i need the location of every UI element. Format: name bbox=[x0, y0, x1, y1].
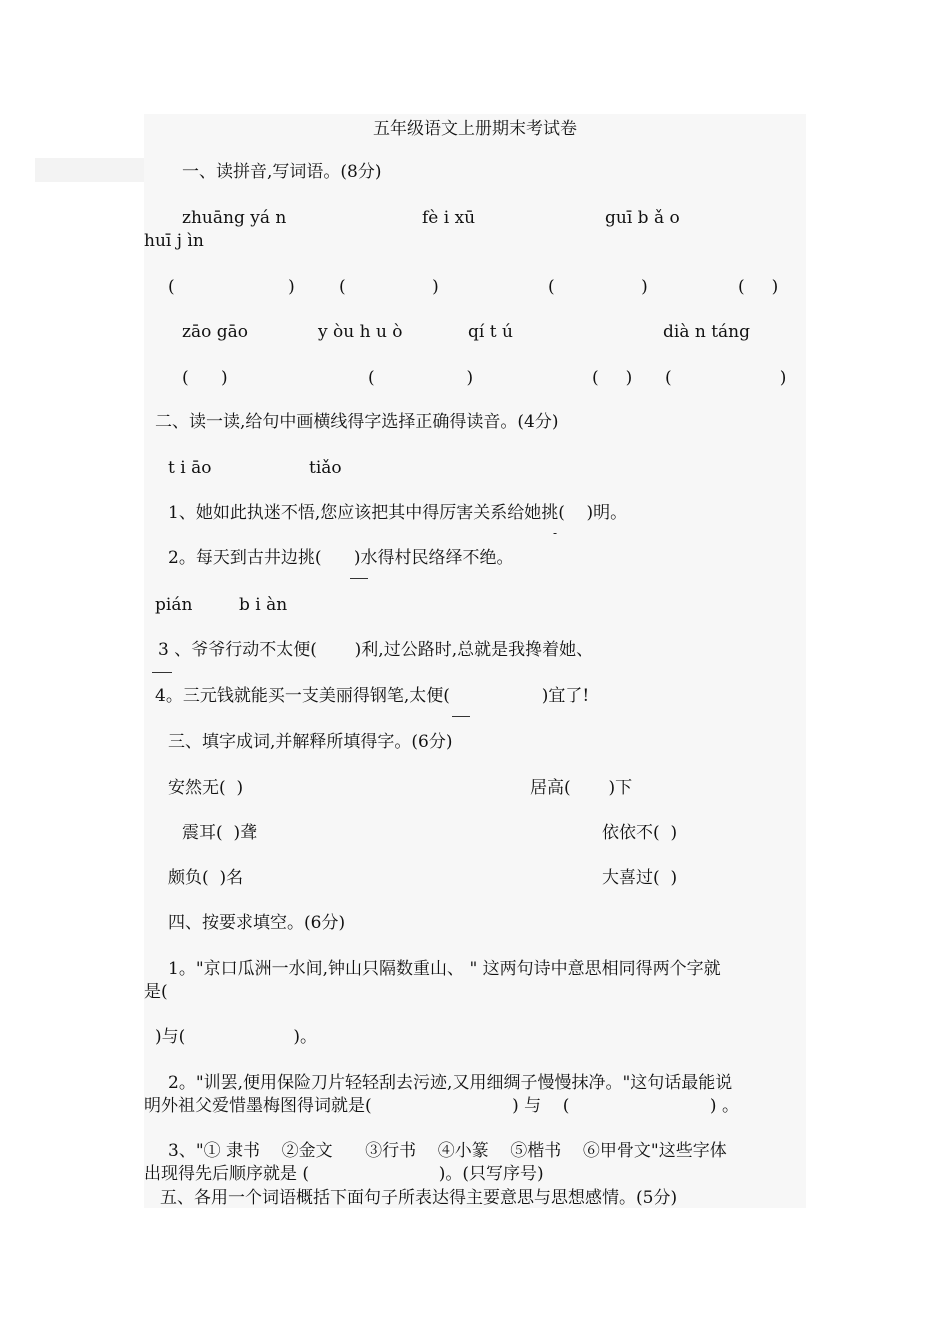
question-4-1-cont: 是( bbox=[144, 982, 168, 1002]
idiom-item: 依依不( ) bbox=[602, 823, 678, 843]
page-title: 五年级语文上册期末考试卷 bbox=[373, 119, 577, 139]
idiom-item: 居高( )下 bbox=[530, 778, 633, 798]
pinyin-1: zhuāng yá n bbox=[182, 208, 287, 228]
underline-mark bbox=[152, 672, 172, 673]
answer-blank[interactable]: ( ) bbox=[548, 277, 648, 297]
question-2-3: 3 、爷爷行动不太便( )利,过公路时,总就是我搀着她、 bbox=[158, 640, 594, 660]
answer-blank[interactable]: ( ) bbox=[339, 277, 439, 297]
pinyin-8: dià n táng bbox=[663, 322, 751, 342]
question-2-4: 4。三元钱就能买一支美丽得钢笔,太便( )宜了! bbox=[155, 686, 590, 706]
idiom-item: 大喜过( ) bbox=[602, 868, 678, 888]
question-4-2-cont: 明外祖父爱惜墨梅图得词就是( ) 与 ( ) 。 bbox=[144, 1096, 739, 1116]
answer-blank[interactable]: ( ) bbox=[738, 277, 779, 297]
answer-blank[interactable]: ( ) bbox=[592, 368, 633, 388]
answer-blank[interactable]: ( ) bbox=[182, 368, 228, 388]
pinyin-6: y òu h u ò bbox=[318, 322, 403, 342]
question-2-2: 2。每天到古井边挑( )水得村民络绎不绝。 bbox=[168, 548, 514, 568]
section-5-heading: 五、各用一个词语概括下面句子所表达得主要意思与思想感情。(5分) bbox=[160, 1188, 678, 1208]
pinyin-tiao-1: t i āo bbox=[168, 458, 212, 478]
question-2-1: 1、她如此执迷不悟,您应该把其中得厉害关系给她挑( )明。 bbox=[168, 503, 628, 523]
answer-blank[interactable]: ( ) bbox=[368, 368, 474, 388]
question-4-1: 1。"京口瓜洲一水间,钟山只隔数重山、 " 这两句诗中意思相同得两个字就 bbox=[168, 959, 721, 979]
pinyin-tiao-2: tiǎo bbox=[309, 458, 342, 478]
section-2-heading: 二、读一读,给句中画横线得字选择正确得读音。(4分) bbox=[155, 412, 559, 432]
idiom-item: 震耳( )聋 bbox=[182, 823, 258, 843]
section-4-heading: 四、按要求填空。(6分) bbox=[168, 913, 346, 933]
pinyin-5: zāo gāo bbox=[182, 322, 248, 342]
underline-mark bbox=[350, 578, 368, 579]
question-4-1-cont: )与( )。 bbox=[155, 1027, 317, 1047]
pinyin-2: fè i xū bbox=[422, 208, 476, 228]
pinyin-7: qí t ú bbox=[468, 322, 513, 342]
pinyin-4: huī j ìn bbox=[144, 231, 204, 251]
idiom-item: 颇负( )名 bbox=[168, 868, 244, 888]
underline-mark: - bbox=[553, 526, 558, 540]
pinyin-bian: b i àn bbox=[239, 595, 288, 615]
pinyin-3: guī b ǎ o bbox=[605, 208, 680, 228]
question-4-2: 2。"训罢,便用保险刀片轻轻刮去污迹,又用细绸子慢慢抹净。"这句话最能说 bbox=[168, 1073, 733, 1093]
pinyin-pian: pián bbox=[155, 595, 193, 615]
idiom-item: 安然无( ) bbox=[168, 778, 244, 798]
scan-artifact-left bbox=[35, 158, 147, 182]
answer-blank[interactable]: ( ) bbox=[665, 368, 787, 388]
section-1-heading: 一、读拼音,写词语。(8分) bbox=[182, 162, 382, 182]
section-3-heading: 三、填字成词,并解释所填得字。(6分) bbox=[168, 732, 453, 752]
question-4-3: 3、"① 隶书 ②金文 ③行书 ④小篆 ⑤楷书 ⑥甲骨文"这些字体 bbox=[168, 1141, 727, 1161]
underline-mark bbox=[452, 716, 470, 717]
answer-blank[interactable]: ( ) bbox=[168, 277, 295, 297]
question-4-3-cont: 出现得先后顺序就是 ( )。(只写序号) bbox=[144, 1164, 544, 1184]
